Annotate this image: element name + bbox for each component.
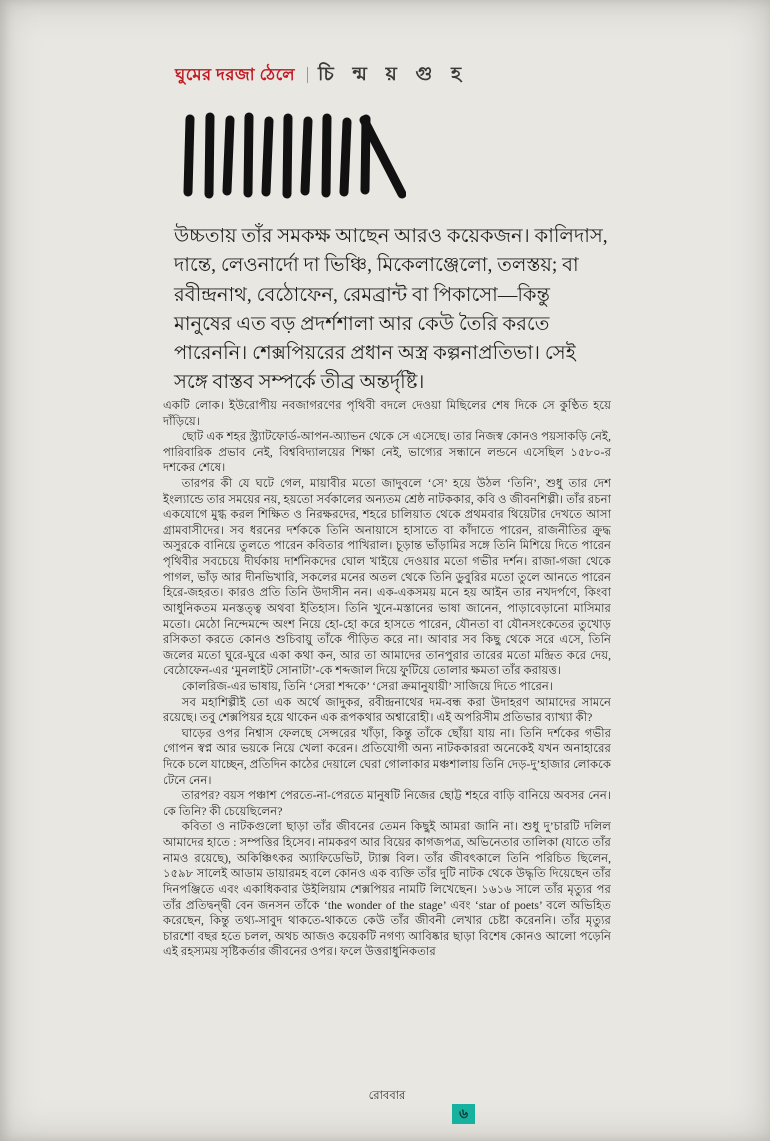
body-paragraph: কবিতা ও নাটকগুলো ছাড়া তাঁর জীবনের তেমন কিছুই আমরা জানি না। শুধু দু’চারটি দলিল আমাদের হাতে : সম্পত্তির হিসেব। নামকরণ আর বিয়ের কাগজপত্র, অভিনেতার তালিকা (যাতে তাঁর নামও রয়েছে), অকিঞ্চিৎকর অ্যাফিডেভিট, ট্যাক্স বিল। তাঁর জীবৎকালে তিনি পরিচিত ছিলেন, ১৫৯৮ সালেই আডাম ডায়ারমহ বলে কোনও এক ব্যক্তি তাঁর দুটি নাটক থেকে উদ্ধৃতি দিয়েছেন তাঁর দিনপঞ্জিতে এবং একাধিকবার উইলিয়াম শেক্সপিয়র নামটি লিখেছেন। ১৬১৬ সালে তাঁর মৃত্যুর পর তাঁর প্রতিদ্বন্দ্বী বেন জনসন তাঁকে ‘the wonder of the stage’ এবং ‘star of poets’ বলে অভিহিত করেছেন, কিন্তু তথ্য-সাবুদ থাকতে-থাকতে কেউ তাঁর জীবনী লেখার চেষ্টা করেননি। তাঁর মৃত্যুর চারশো বছর হতে চলল, অথচ আজও কয়েকটি নগণ্য আবিষ্কার ছাড়া বিশেষ কোনও আলো পড়েনি এই রহস্যময় সৃষ্টিকর্তার জীবনের ওপর। ফলে উত্তরাধুনিকতার — [163, 820, 611, 959]
body-paragraph: তারপর কী যে ঘটে গেল, মায়াবীর মতো জাদুবলে ‘সে’ হয়ে উঠল ‘তিনি’, শুধু তার দেশ ইংল্যান্ডে তার সময়ের নয়, হয়তো সর্বকালের অন্যতম শ্রেষ্ঠ নাটককার, কবি ও জীবনশিল্পী। তাঁর রচনা একযোগে মুগ্ধ করল শিক্ষিত ও নিরক্ষরদের, শহরে চালিয়াত থেকে প্রথমবার থিয়েটার দেখতে আসা গ্রামবাসীদের। সব ধরনের দর্শককে তিনি অনায়াসে হাসাতে বা কাঁদাতে পারেন, রাজনীতির ক্রুদ্ধ অসুরকে বানিয়ে তুলতে পারেন কবিতার পাখিরাল। চূড়ান্ত ভাঁড়ামির সঙ্গে তিনি মিশিয়ে দিতে পারেন পৃথিবীর সবচেয়ে দীর্ঘকায় দার্শনিকদের ঘোল খাইয়ে দেওয়ার মতো গভীর দর্শন। রাজা-গজা থেকে পাগল, ভাঁড় আর দীনভিখারি, সকলের মনের অতল থেকে তিনি ডুবুরির মতো তুলে আনতে পারেন হিরে-জহরত। কারও প্রতি তিনি উদাসীন নন। এক-একসময় মনে হয় আইন তার নখদর্পণে, কিংবা আধুনিকতম মনস্তত্ত্ব অথবা ইতিহাস। তিনি খুনে-মস্তানের ভাষা জানেন, পাড়াবেড়ানো মাসিমার মতো। মেঠো নিন্দেমন্দে অংশ নিয়ে হো-হো করে হাসতে পারেন, যৌনতা বা যৌনসংকেতের তুখোড় রসিকতা করতে কোনও শুচিবায়ু তাঁকে পীড়িত করে না। আবার সব কিছু থেকে সরে এসে, তিনি জলের মতো ঘুরে-ঘুরে একা কথা কন, আর তা আমাদের তানপুরার তারের মতো মন্দ্রিত করে দেয়, বেঠোফেন-এর ‘মুনলাইট সোনাটা’-কে শব্দজাল দিয়ে ফুটিয়ে তোলার ক্ষমতা তাঁর করায়ত্ত। — [163, 477, 611, 678]
article-body — [163, 398, 611, 960]
lead-paragraph: উচ্চতায় তাঁর সমকক্ষ আছেন আরও কয়েকজন। কালিদাস, দান্তে, লেওনার্দো দা ভিঞ্চি, মিকেলাঞ্জেলো, তলস্তয়; বা রবীন্দ্রনাথ, বেঠোফেন, রেমব্রান্ট বা পিকাসো—কিন্তু মানুষের এত বড় প্রদর্শশালা আর কেউ তৈরি করতে পারেননি। শেক্সপিয়রের প্রধান অস্ত্র কল্পনাপ্রতিভা। সেই সঙ্গে বাস্তব সম্পর্কে তীব্র অন্তর্দৃষ্টি। — [174, 226, 608, 394]
author-name: চি ন্ম য় গু হ — [318, 64, 469, 85]
page-number-badge: ৬ — [452, 1104, 475, 1124]
body-paragraph: ছোট এক শহর স্ট্র্যাটফোর্ড-আপন-অ্যাভন থেকে সে এসেছে। তার নিজস্ব কোনও পয়সাকড়ি নেই, পারিবারিক প্রভাব নেই, বিশ্ববিদ্যালয়ের শিক্ষা নেই, ভাগ্যের সন্ধানে লন্ডনে এসেছিল ১৫৮০-র দশকের শেষে। — [163, 430, 611, 475]
header-divider — [307, 67, 308, 83]
tally-brush-icon — [178, 112, 406, 200]
body-paragraph: কোলরিজ-এর ভাষায়, তিনি ‘সেরা শব্দকে’ ‘সেরা ক্রমানুযায়ী’ সাজিয়ে দিতে পারেন। — [181, 679, 554, 693]
body-paragraph: সব মহাশিল্পীই তো এক অর্থে জাদুকর, রবীন্দ্রনাথের দম-বন্ধ করা উদাহরণ আমাদের সামনে রয়েছে। তবু শেক্সপিয়র হয়ে থাকেন এক রূপকথার অশ্বারোহী। এই অপরিসীম প্রতিভার ব্যাখ্যা কী? — [163, 695, 611, 725]
body-paragraph: তারপর? বয়স পঞ্চাশ পেরতে-না-পেরতে মানুষটি নিজের ছোট্ট শহরে বাড়ি বানিয়ে অবসর নেন। কে তিনি? কী চেয়েছিলেন? — [163, 789, 611, 818]
body-paragraph: একটি লোক। ইউরোপীয় নবজাগরণের পৃথিবী বদলে দেওয়া মিছিলের শেষ দিকে সে কুণ্ঠিত হয়ে দাঁড়িয়ে। — [163, 399, 611, 428]
magazine-name: রোববার — [368, 1090, 406, 1102]
body-paragraph: ঘাড়ের ওপর নিশ্বাস ফেলছে সেন্সরের খাঁড়া, কিন্তু তাঁকে ছোঁয়া যায় না। তিনি দর্শকের গভীর গোপন স্বপ্ন আর ভয়কে নিয়ে খেলা করেন। প্রতিযোগী অন্য নাটককাররা অনেকেই যখন অনাহারের দিকে চলে যাচ্ছেন, প্রতিদিন কাঠের দেয়ালে ঘেরা গোলাকার মঞ্চশালায় তিনি দেড়-দু’হাজার লোককে টেনে নেন। — [163, 726, 611, 787]
series-title: ঘুমের দরজা ঠেলে — [175, 65, 296, 84]
article-header — [175, 60, 625, 92]
